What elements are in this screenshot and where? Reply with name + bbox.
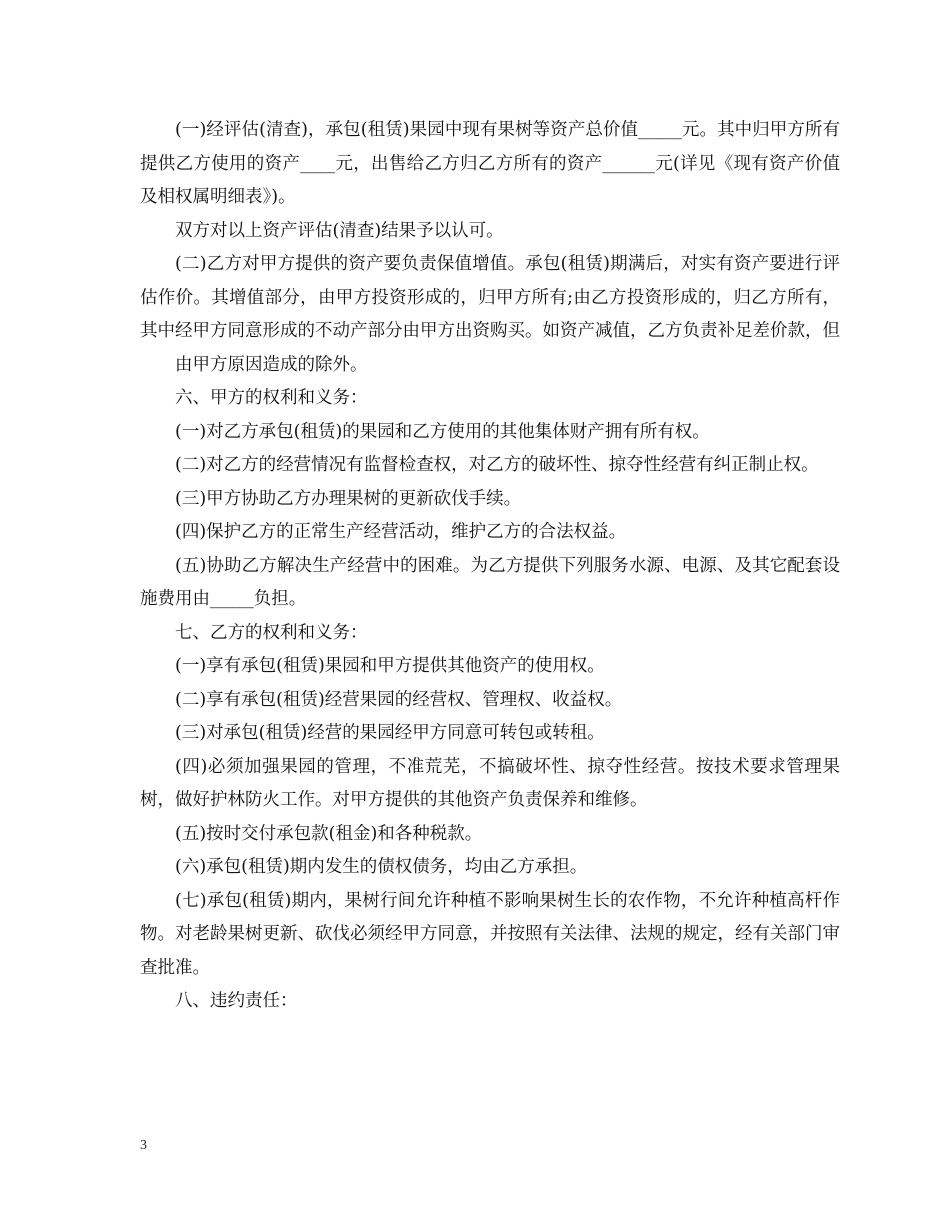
paragraph-asset-valuation: (一)经评估(清查)，承包(租赁)果园中现有果树等资产总价值_____元。其中归甲方所有提供乙方使用的资产____元，出售给乙方归乙方所有的资产______元(详见《现有资产价值及相权属明细表》)。 — [140, 120, 840, 207]
section-heading-breach: 八、违约责任： — [175, 991, 298, 1011]
section-heading-party-b: 七、乙方的权利和义务： — [175, 622, 368, 643]
paragraph-party-a-1: (一)对乙方承包(租赁)的果园和乙方使用的其他集体财产拥有所有权。 — [175, 421, 710, 442]
paragraph-party-b-6: (六)承包(租赁)期内发生的债权债务，均由乙方承担。 — [175, 857, 588, 877]
paragraph-party-a-5: (五)协助乙方解决生产经营中的困难。为乙方提供下列服务水源、电源、及其它配套设施费用由_____负担。 — [140, 555, 840, 609]
paragraph-party-b-7: (七)承包(租赁)期内，果树行间允许种植不影响果树生长的农作物，不允许种植高杆作物。对老龄果树更新、砍伐必须经甲方同意，并按照有关法律、法规的规定，经有关部门审查批准。 — [140, 890, 840, 978]
paragraph-party-b-1: (一)享有承包(租赁)果园和甲方提供其他资产的使用权。 — [175, 656, 605, 676]
paragraph-party-b-5: (五)按时交付承包款(租金)和各种税款。 — [175, 823, 483, 844]
page-number: 3 — [140, 1138, 147, 1153]
document-body — [140, 114, 840, 1019]
paragraph-party-a-4: (四)保护乙方的正常生产经营活动，维护乙方的合法权益。 — [175, 522, 627, 542]
paragraph-asset-preservation: (二)乙方对甲方提供的资产要负责保值增值。承包(租赁)期满后，对实有资产要进行评估作价。其增值部分，由甲方投资形成的，归甲方所有;由乙方投资形成的，归乙方所有，其中经甲方同意形成的不动产部分由甲方出资购买。如资产减值，乙方负责补足差价款，但 — [140, 254, 840, 341]
paragraph-party-a-3: (三)甲方协助乙方办理果树的更新砍伐手续。 — [175, 488, 522, 509]
paragraph-exception: 由甲方原因造成的除外。 — [175, 354, 368, 375]
paragraph-party-b-3: (三)对承包(租赁)经营的果园经甲方同意可转包或转租。 — [175, 723, 605, 743]
paragraph-party-a-2: (二)对乙方的经营情况有监督检查权，对乙方的破坏性、掠夺性经营有纠正制止权。 — [175, 455, 819, 475]
paragraph-party-b-2: (二)享有承包(租赁)经营果园的经营权、管理权、收益权。 — [175, 689, 623, 710]
paragraph-party-b-4: (四)必须加强果园的管理，不准荒芜，不搞破坏性、掠夺性经营。按技术要求管理果树，做好护林防火工作。对甲方提供的其他资产负责保养和维修。 — [140, 756, 840, 810]
section-heading-party-a: 六、甲方的权利和义务： — [175, 388, 368, 408]
paragraph-valuation-agreement: 双方对以上资产评估(清查)结果予以认可。 — [175, 220, 504, 241]
